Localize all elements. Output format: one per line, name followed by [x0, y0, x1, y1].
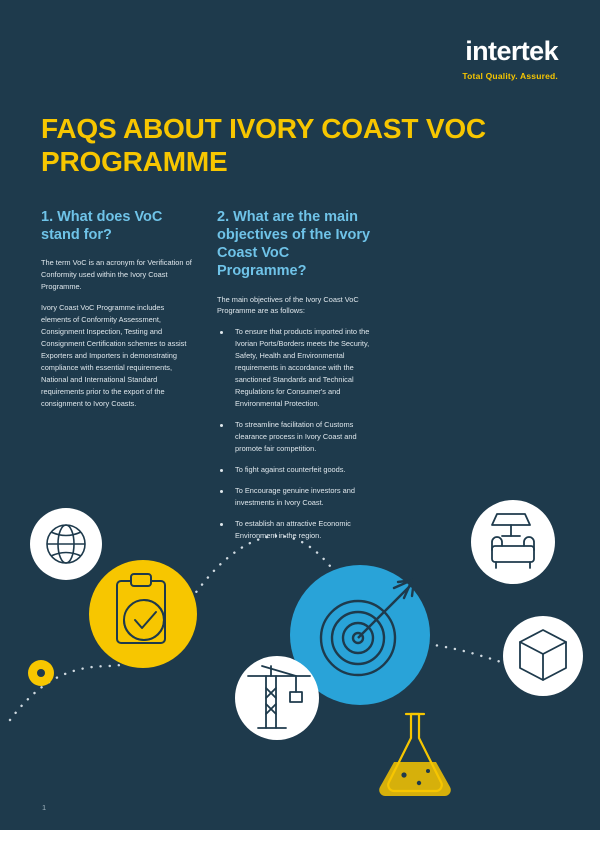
list-item: To streamline facilitation of Customs clearance process in Ivory Coast and promote fair competition. [217, 419, 382, 455]
list-item: To ensure that products imported into the Ivorian Ports/Borders meets the Security, Safety, Health and Environmental requirements in accordance with the sanctioned Standards and Technical Regulations for Consumer's and Environmental Protection. [217, 326, 382, 410]
box-cube-icon [503, 616, 583, 696]
logo-tagline: Total Quality. Assured. [462, 71, 558, 81]
flask-icon [379, 714, 451, 796]
logo-wordmark: intertek [465, 36, 558, 66]
crane-icon [235, 656, 319, 740]
question-1-paragraph-2: Ivory Coast VoC Programme includes elements of Conformity Assessment, Consignment Inspection, Testing and Consignment Certification schemes to assist Exporters and Importers in demonstrating compliance with essential requirements, National and International Standard requirements prior to the export of the consignment to Ivory Coasts. [41, 303, 187, 409]
faq-question-1 [41, 208, 196, 410]
footer-bar [0, 830, 600, 848]
list-item: To Encourage genuine investors and investments in Ivory Coast. [217, 485, 382, 509]
question-2-heading: 2. What are the main objectives of the Ivory Coast VoC Programme? [217, 209, 371, 280]
question-1-paragraph-1: The term VoC is an acronym for Verification of Conformity used within the Ivory Coast Programme. [41, 258, 192, 292]
illustration-area [0, 470, 600, 848]
page-number: 1 [42, 803, 47, 812]
page-title: FAQS ABOUT IVORY COAST VOC PROGRAMME [41, 113, 486, 178]
clipboard-check-icon [89, 560, 197, 668]
list-item: To establish an attractive Economic Environment in the region. [217, 518, 382, 542]
sofa-lamp-icon [471, 500, 555, 584]
brand-logo [462, 38, 558, 81]
globe-icon [30, 508, 102, 580]
list-item: To fight against counterfeit goods. [217, 464, 382, 476]
dot-marker-icon [28, 660, 54, 686]
question-2-intro: The main objectives of the Ivory Coast VoC Programme are as follows: [217, 294, 359, 316]
question-1-heading: 1. What does VoC stand for? [41, 209, 163, 244]
